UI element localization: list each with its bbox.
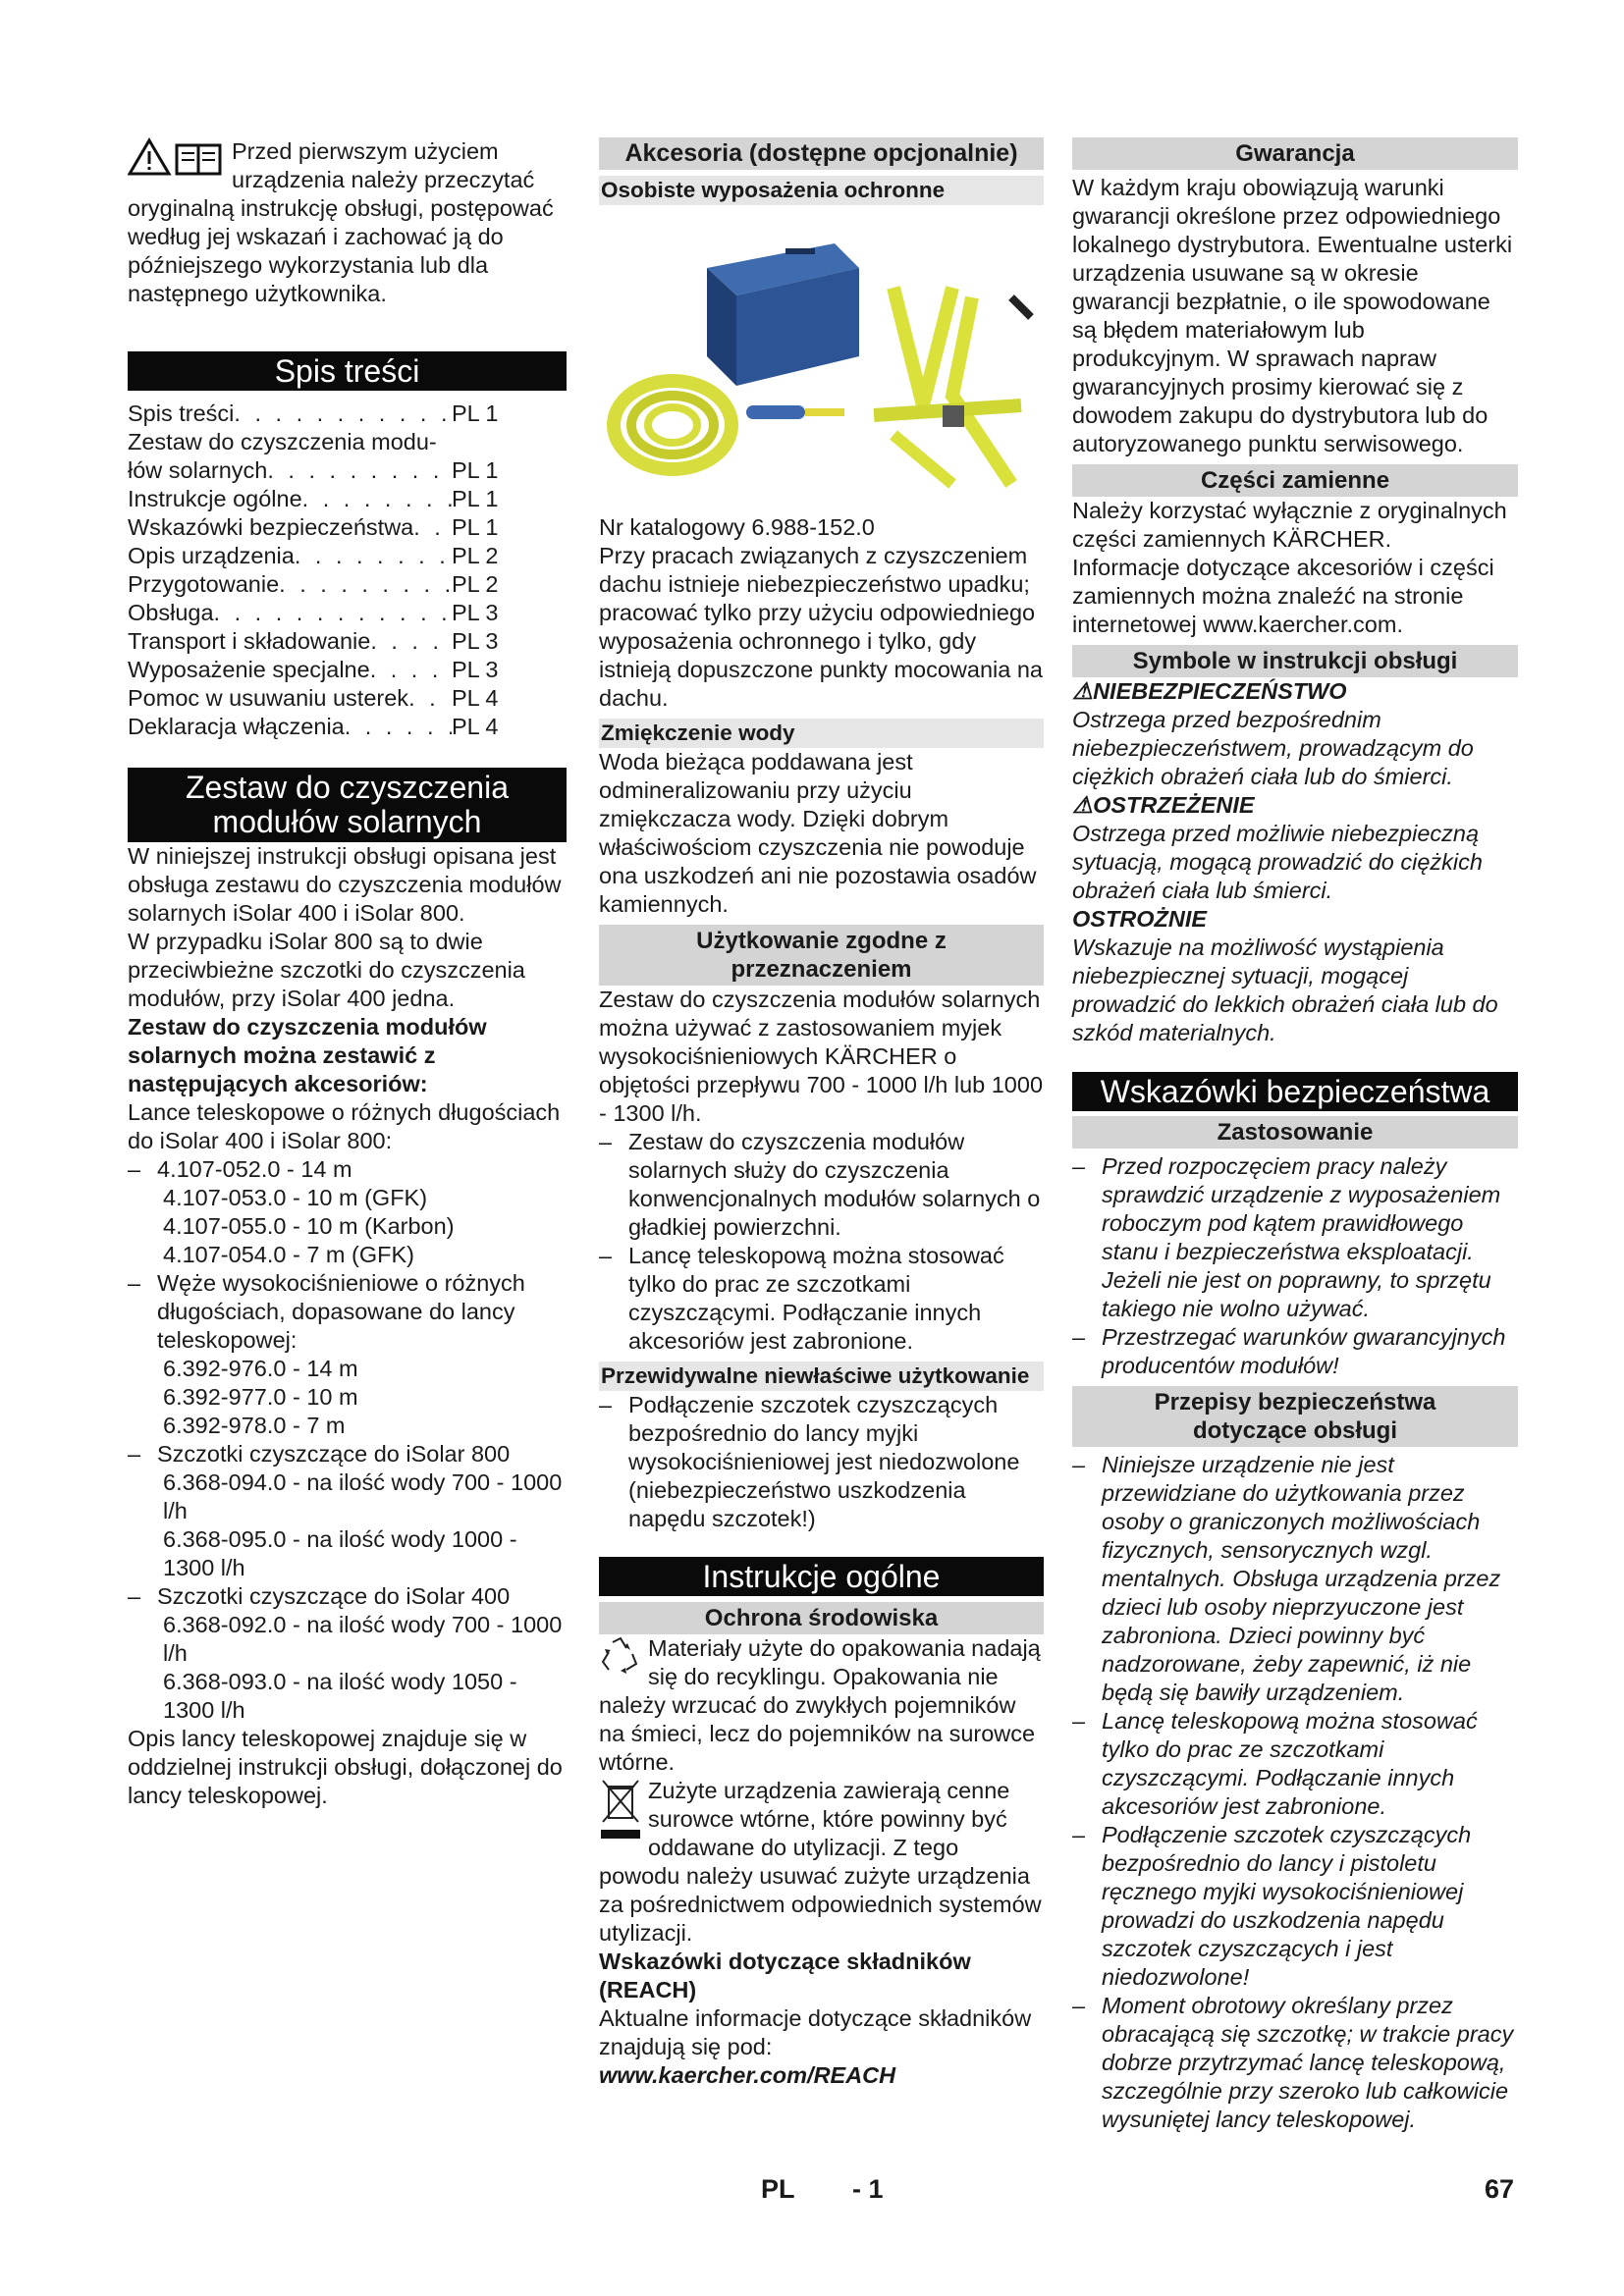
toc-row[interactable]: Transport i składowanie . . . PL 3: [128, 627, 501, 656]
column-1: [128, 137, 567, 1810]
toc-row[interactable]: Instrukcje ogólne . . . PL 1: [128, 485, 501, 513]
reach-title: Wskazówki dotyczące składników (REACH): [599, 1949, 971, 2002]
footer-lang: PL: [761, 2174, 795, 2204]
env-paragraph-1: [599, 1634, 1044, 1777]
lance-item: 4.107-055.0 - 10 m (Karbon): [163, 1213, 455, 1239]
danger-label: ⚠NIEBEZPIECZEŃSTWO: [1072, 678, 1347, 704]
toc-row[interactable]: Zestaw do czyszczenia modu-: [128, 429, 437, 454]
section-title-set: Zestaw do czyszczenia modułów solarnych: [128, 768, 567, 842]
set-paragraph-2: W przypadku iSolar 800 są to dwie przeciwbieżne szczotki do czyszczenia modułów, przy iSolar 400 jedna.: [128, 929, 525, 1011]
lances-intro: Lance teleskopowe o różnych długościach do iSolar 400 i iSolar 800:: [128, 1099, 561, 1153]
section-title-intended-use: Użytkowanie zgodne z przeznaczeniem: [599, 925, 1044, 986]
reach-link[interactable]: www.kaercher.com/REACH: [599, 2062, 896, 2088]
warning-small-icon: ⚠: [1072, 792, 1094, 818]
subsection-title-operation-rules: Przepisy bezpieczeństwa dotyczące obsługi: [1072, 1386, 1518, 1447]
softening-text: Woda bieżąca poddawana jest odmineralizowaniu przy użyciu zmiękczacza wody. Dzięki dobrym właściwościom czyszczenia nie powoduje ona uszkodzeń ani nie pozostawia osadów kamiennych.: [599, 749, 1037, 917]
section-title-accessories: Akcesoria (dostępne opcjonalnie): [599, 137, 1044, 170]
intended-use-text: Zestaw do czyszczenia modułów solarnych można używać z zastosowaniem myjek wysokociśnieniowych KÄRCHER o objętości przepływu 700 - 1000 l/h lub 1000 - 1300 l/h.: [599, 987, 1044, 1126]
reach-text: Aktualne informacje dotyczące składników znajdują się pod:: [599, 2005, 1032, 2059]
set-paragraph-1: W niniejszej instrukcji obsługi opisana jest obsługa zestawu do czyszczenia modułów solarnych iSolar 400 i iSolar 800.: [128, 843, 562, 926]
footer-page-number: 67: [1485, 2174, 1515, 2204]
list-item: – Przed rozpoczęciem pracy należy sprawdzić urządzenie z wyposażeniem roboczym pod kątem prawidłowego stanu i bezpieczeństwa eksploatacji. Jeżeli nie jest on poprawny, to sprzętu takiego nie wolno używać.: [1072, 1152, 1518, 1323]
subsection-title-misuse: Przewidywalne niewłaściwe użytkowanie: [599, 1362, 1044, 1391]
lance-item: – 4.107-052.0 - 14 m: [128, 1155, 567, 1184]
toc-row[interactable]: Pomoc w usuwaniu usterek . . . PL 4: [128, 684, 501, 713]
toc-row[interactable]: Opis urządzenia . . . PL 2: [128, 542, 501, 570]
parts-text-2: Informacje dotyczące akcesoriów i części zamiennych można znaleźć na stronie internetowej www.kaercher.com.: [1072, 555, 1494, 637]
toc-row[interactable]: Obsługa . . . PL 3: [128, 599, 501, 627]
ppe-product-image: [599, 209, 1044, 513]
list-item: – Zestaw do czyszczenia modułów solarnych służy do czyszczenia konwencjonalnych modułów solarnych o gładkiej powierzchni.: [599, 1128, 1044, 1242]
recycle-icon: [599, 1634, 642, 1678]
lance-item: 4.107-053.0 - 10 m (GFK): [163, 1185, 428, 1210]
list-item: – Przestrzegać warunków gwarancyjnych producentów modułów!: [1072, 1323, 1518, 1380]
brush-item: 6.368-095.0 - na ilość wody 1000 - 1300 l/h: [163, 1526, 517, 1580]
list-item: – Lancę teleskopową można stosować tylko do prac ze szczotkami czyszczącymi. Podłączanie innych akcesoriów jest zabronione.: [599, 1242, 1044, 1356]
subsection-title-environment: Ochrona środowiska: [599, 1602, 1044, 1634]
brushes400-intro: – Szczotki czyszczące do iSolar 400: [128, 1582, 567, 1611]
intro-block: [128, 137, 567, 308]
toc-row[interactable]: łów solarnych . . . PL 1: [128, 456, 501, 485]
column-2: [599, 137, 1044, 2090]
intro-text: Przed pierwszym użyciem urządzenia należy przeczytać oryginalną instrukcję obsługi, postępować według jej wskazań i zachować ją do późniejszego wykorzystania lub dla następnego użytkownika.: [128, 138, 554, 306]
toc-row[interactable]: Przygotowanie . . . PL 2: [128, 570, 501, 599]
caution-label: OSTROŻNIE: [1072, 906, 1208, 932]
subsection-title-application: Zastosowanie: [1072, 1116, 1518, 1148]
hoses-intro: – Węże wysokociśnieniowe o różnych długościach, dopasowane do lancy teleskopowej:: [128, 1269, 567, 1355]
list-item: – Lancę teleskopową można stosować tylko do prac ze szczotkami czyszczącymi. Podłączanie innych akcesoriów jest zabronione.: [1072, 1707, 1518, 1821]
section-title-safety: Wskazówki bezpieczeństwa: [1072, 1072, 1518, 1111]
table-of-contents: [128, 400, 501, 741]
warranty-text: W każdym kraju obowiązują warunki gwarancji określone przez odpowiedniego lokalnego dystrybutora. Ewentualne usterki urządzenia usuwane są w okresie gwarancji bezpłatnie, o ile spowodowane są błędem materiałowym lub produkcyjnym. W sprawach napraw gwarancyjnych prosimy kierować się z dowodem zakupu do dystrybutora lub do autoryzowanego punktu serwisowego.: [1072, 175, 1513, 456]
hose-item: 6.392-976.0 - 14 m: [163, 1356, 358, 1381]
brush-item: 6.368-092.0 - na ilość wody 700 - 1000 l/h: [163, 1612, 563, 1666]
subsection-title-ppe: Osobiste wyposażenia ochronne: [599, 176, 1044, 205]
env-paragraph-2: [599, 1777, 1044, 1948]
list-item: – Podłączenie szczotek czyszczących bezpośrednio do lancy myjki wysokociśnieniowej jest niedozwolone (niebezpieczeństwo uszkodzenia napędu szczotek!): [599, 1391, 1044, 1533]
catalog-number: Nr katalogowy 6.988-152.0: [599, 514, 875, 540]
column-3: [1072, 137, 1518, 2134]
lance-item: 4.107-054.0 - 7 m (GFK): [163, 1242, 414, 1267]
warning-text: Ostrzega przed możliwie niebezpieczną sytuacją, mogącą prowadzić do ciężkich obrażeń ciała lub śmierci.: [1072, 821, 1483, 903]
env-text-2: Zużyte urządzenia zawierają cenne surowce wtórne, które powinny być oddawane do utylizacji. Z tego powodu należy usuwać zużyte urządzenia za pośrednictwem odpowiednich systemów utylizacji.: [599, 1778, 1042, 1946]
footer-local-page: - 1: [852, 2174, 884, 2204]
toc-title: Spis treści: [128, 351, 567, 391]
section-title-warranty: Gwarancja: [1072, 137, 1518, 170]
list-item: – Niniejsze urządzenie nie jest przewidziane do użytkowania przez osoby o graniczonych możliwościach fizycznych, sensorycznych wzgl. mentalnych. Obsługa urządzenia przez dzieci lub osoby nieprzyuczone jest zabroniona. Dzieci powinny być nadzorowane, żeby zapewnić, iż nie będą się bawiły urządzeniem.: [1072, 1451, 1518, 1707]
lance-note: Opis lancy teleskopowej znajduje się w oddzielnej instrukcji obsługi, dołączonej do lancy teleskopowej.: [128, 1726, 563, 1808]
toc-row[interactable]: Deklaracja włączenia . . . PL 4: [128, 713, 501, 741]
ppe-text: Przy pracach związanych z czyszczeniem dachu istnieje niebezpieczeństwo upadku; pracować tylko przy użyciu odpowiedniego wyposażenia ochronnego i tylko, gdy istnieją dopuszczone punkty mocowania na dachu.: [599, 543, 1043, 711]
toc-row[interactable]: Wskazówki bezpieczeństwa . . . PL 1: [128, 513, 501, 542]
brush-item: 6.368-094.0 - na ilość wody 700 - 1000 l/h: [163, 1469, 563, 1523]
manual-book-icon: [177, 145, 220, 174]
crossed-bin-icon: [599, 1777, 642, 1845]
subsection-title-softening: Zmiękczenie wody: [599, 719, 1044, 748]
caution-text: Wskazuje na możliwość wystąpienia niebezpiecznej sytuacji, mogącej prowadzić do lekkich obrażeń ciała lub do szkód materialnych.: [1072, 934, 1498, 1045]
warning-small-icon: ⚠: [1072, 678, 1094, 704]
hose-item: 6.392-978.0 - 7 m: [163, 1413, 346, 1438]
section-title-general: Instrukcje ogólne: [599, 1557, 1044, 1596]
brush-item: 6.368-093.0 - na ilość wody 1050 - 1300 l/h: [163, 1669, 517, 1723]
toc-row[interactable]: Spis treści . . . PL 1: [128, 400, 501, 428]
hose-item: 6.392-977.0 - 10 m: [163, 1384, 358, 1410]
parts-text-1: Należy korzystać wyłącznie z oryginalnych części zamiennych KÄRCHER.: [1072, 498, 1507, 552]
toc-row[interactable]: Wyposażenie specjalne . . . PL 3: [128, 656, 501, 684]
list-item: – Moment obrotowy określany przez obracającą się szczotkę; w trakcie pracy dobrze przytrzymać lancę teleskopową, szczególnie przy szeroko lub całkowicie wysuniętej lancy teleskopowej.: [1072, 1992, 1518, 2134]
brushes800-intro: – Szczotki czyszczące do iSolar 800: [128, 1440, 567, 1468]
env-text-1: Materiały użyte do opakowania nadają się do recyklingu. Opakowania nie należy wrzucać do zwykłych pojemników na śmieci, lecz do pojemników na surowce wtórne.: [599, 1635, 1041, 1775]
list-item: – Podłączenie szczotek czyszczących bezpośrednio do lancy i pistoletu ręcznego myjki wysokociśnieniowej prowadzi do uszkodzenia napędu szczotek czyszczących i jest niedozwolone!: [1072, 1821, 1518, 1992]
section-title-spare-parts: Części zamienne: [1072, 464, 1518, 497]
section-title-symbols: Symbole w instrukcji obsługi: [1072, 645, 1518, 677]
warning-triangle-icon: [128, 137, 226, 177]
warning-label: ⚠OSTRZEŻENIE: [1072, 792, 1255, 818]
danger-text: Ostrzega przed bezpośrednim niebezpieczeństwem, prowadzącym do ciężkich obrażeń ciała lub do śmierci.: [1072, 707, 1474, 789]
set-bold-intro: Zestaw do czyszczenia modułów solarnych można zestawić z następujących akcesoriów:: [128, 1014, 487, 1096]
